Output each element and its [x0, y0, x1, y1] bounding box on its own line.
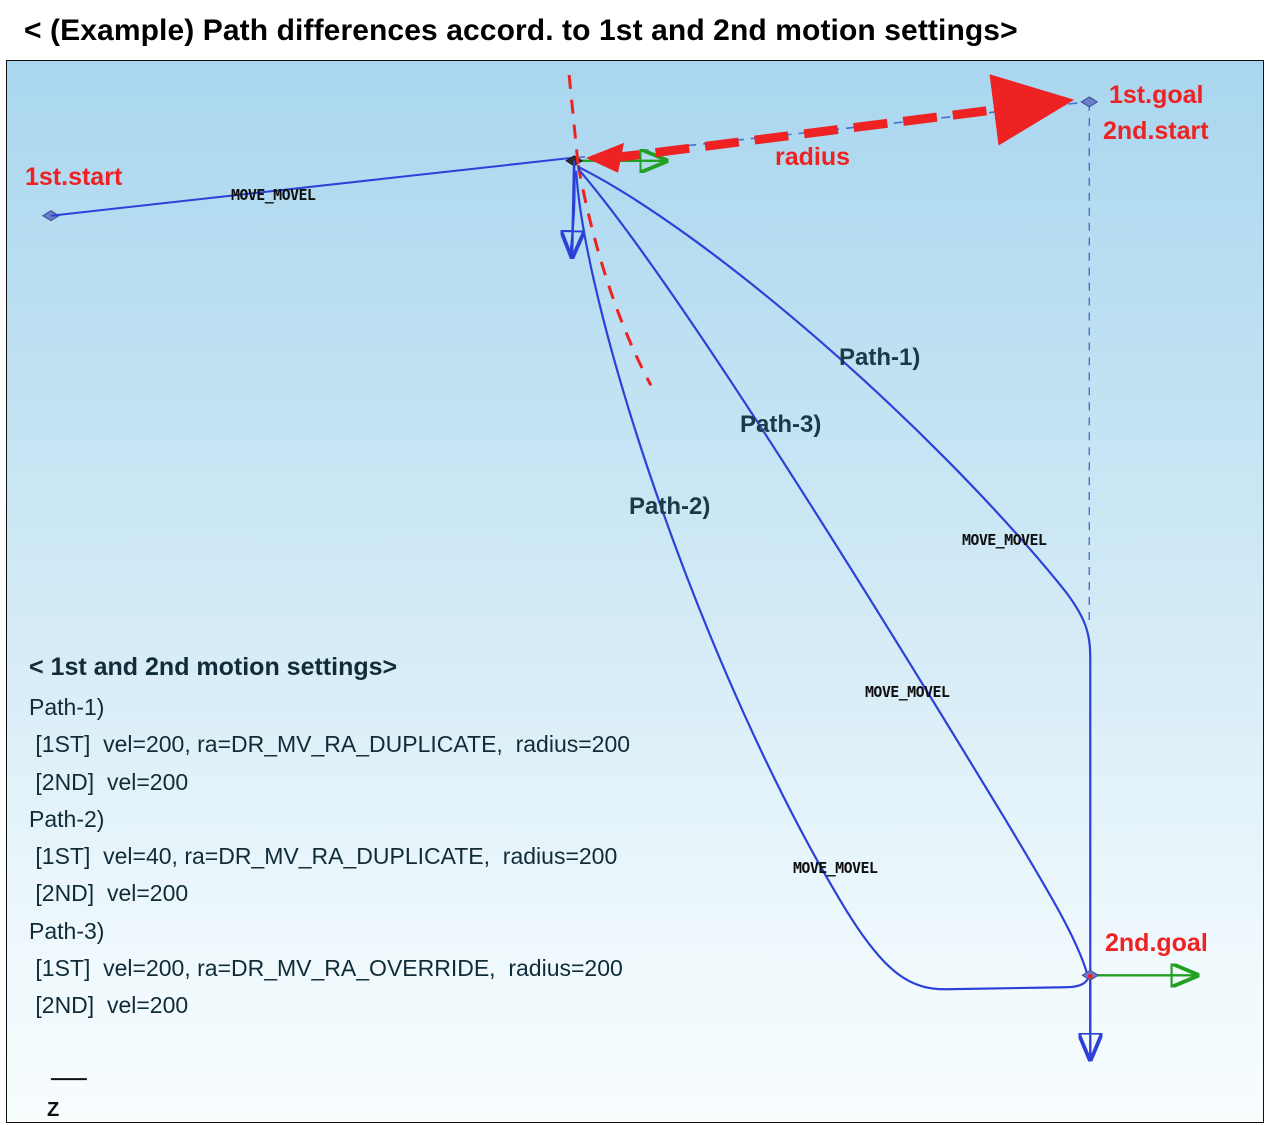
settings-path3-first: [1ST] vel=200, ra=DR_MV_RA_OVERRIDE, radius=200	[29, 954, 623, 981]
path-1-curve	[578, 167, 1090, 974]
label-second-start: 2nd.start	[1103, 117, 1209, 145]
label-path-3: Path-3)	[740, 411, 822, 438]
settings-path1-first: [1ST] vel=200, ra=DR_MV_RA_DUPLICATE, radius=200	[29, 731, 631, 758]
label-first-goal: 1st.goal	[1109, 81, 1204, 109]
settings-path2-first: [1ST] vel=40, ra=DR_MV_RA_DUPLICATE, radius=200	[29, 843, 618, 869]
radius-dashed-upper	[569, 75, 578, 165]
settings-block	[29, 653, 630, 1024]
label-path-2: Path-2)	[629, 493, 711, 520]
settings-heading: < 1st and 2nd motion settings>	[29, 653, 398, 681]
movel-tag-1: MOVE_MOVEL	[962, 531, 1047, 549]
settings-path2-second: [2ND] vel=200	[29, 880, 189, 907]
path-3-curve	[578, 169, 1087, 974]
movel-tag-2: MOVE_MOVEL	[865, 683, 950, 701]
label-axis-z: Z	[47, 1099, 60, 1121]
settings-path2-name: Path-2)	[29, 805, 105, 832]
title-bar	[0, 0, 1270, 62]
settings-path1-name: Path-1)	[29, 694, 105, 720]
settings-path1-second: [2ND] vel=200	[29, 768, 189, 795]
page-title: < (Example) Path differences accord. to 1st and 2nd motion settings>	[24, 14, 1018, 47]
movel-tag-3: MOVE_MOVEL	[793, 859, 878, 877]
movel-tag-0: MOVE_MOVEL	[231, 186, 316, 204]
label-radius: radius	[775, 143, 851, 171]
second-goal-frame	[1082, 970, 1197, 1059]
label-path-1: Path-1)	[839, 344, 921, 371]
label-second-goal: 2nd.goal	[1105, 929, 1208, 957]
diagram-canvas	[6, 60, 1264, 1123]
first-goal-marker	[1081, 97, 1097, 107]
settings-path3-second: [2ND] vel=200	[29, 992, 189, 1018]
label-first-start: 1st.start	[25, 163, 123, 191]
settings-path3-name: Path-3)	[29, 917, 105, 944]
radius-dashed-lower	[578, 165, 651, 386]
